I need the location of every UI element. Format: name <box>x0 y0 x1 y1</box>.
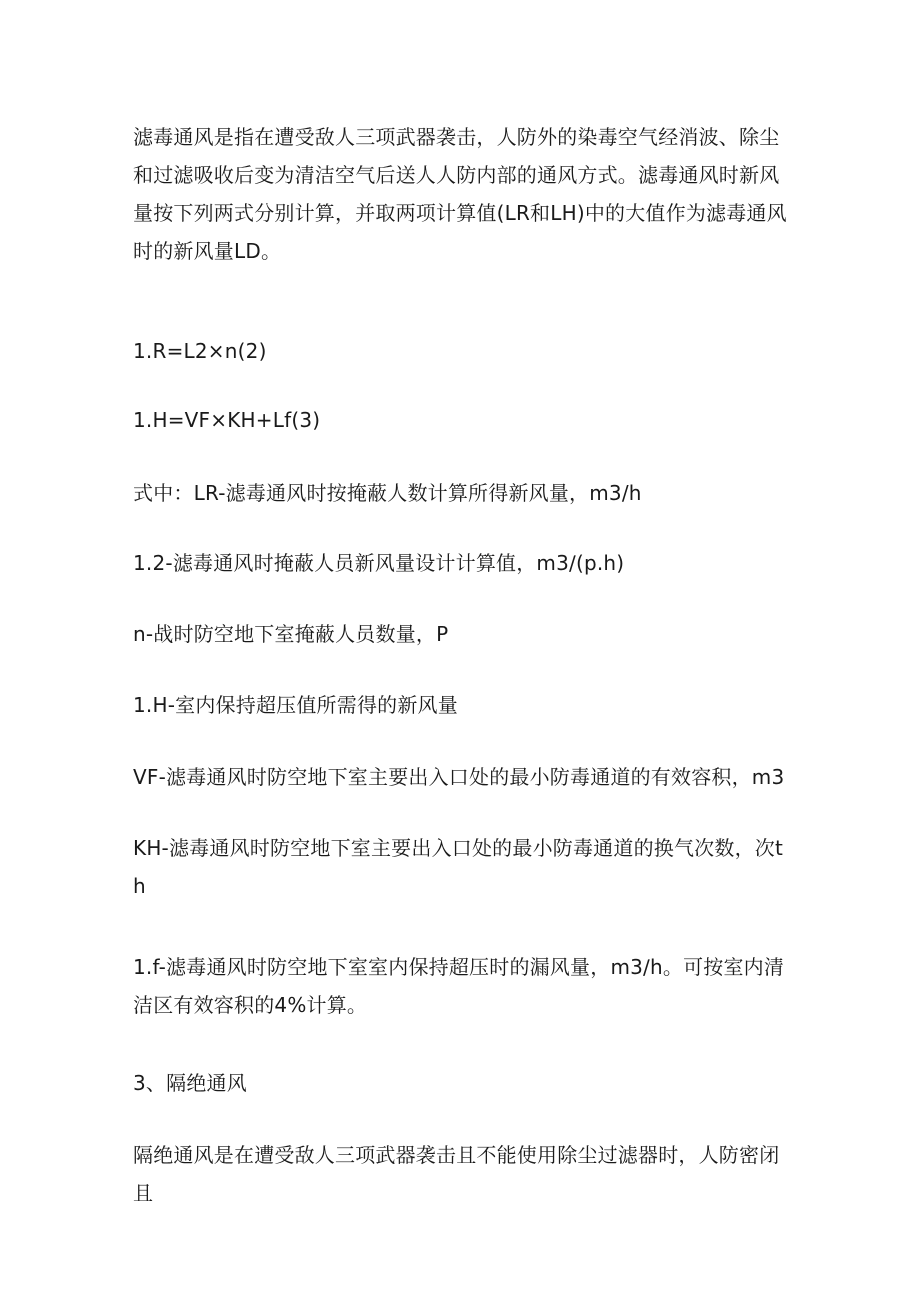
definition-kh: KH-滤毒通风时防空地下室主要出入口处的最小防毒通道的换气次数，次th <box>133 836 784 898</box>
definition-n: n-战时防空地下室掩蔽人员数量，P <box>133 622 449 646</box>
formula-lr: 1.R=L2×n(2) <box>133 339 267 363</box>
definition-lf: 1.f-滤毒通风时防空地下室室内保持超压时的漏风量，m3∕h。可按室内清洁区有效容积的4%计算。 <box>133 955 785 1017</box>
paragraph-filter-ventilation-intro: 滤毒通风是指在遭受敌人三项武器袭击，人防外的染毒空气经消波、除尘和过滤吸收后变为清洁空气后送人人防内部的通风方式。滤毒通风时新风量按下列两式分别计算，并取两项计算值(LR和LH)中的大值作为滤毒通风时的新风量LD。 <box>133 125 787 263</box>
paragraph-isolation-ventilation: 隔绝通风是在遭受敌人三项武器袭击且不能使用除尘过滤器时，人防密闭且 <box>133 1143 780 1205</box>
definition-vf: VF-滤毒通风时防空地下室主要出入口处的最小防毒通道的有效容积，m3 <box>133 765 785 789</box>
definition-lh: 1.H-室内保持超压值所需得的新风量 <box>133 693 458 717</box>
definition-l2: 1.2-滤毒通风时掩蔽人员新风量设计计算值，m3∕(p.h) <box>133 551 625 575</box>
section-heading-isolation-ventilation: 3、隔绝通风 <box>133 1071 247 1095</box>
definition-lr: 式中：LR-滤毒通风时按掩蔽人数计算所得新风量，m3/h <box>133 481 642 505</box>
formula-lh: 1.H=VF×KH+Lf(3) <box>133 408 321 432</box>
